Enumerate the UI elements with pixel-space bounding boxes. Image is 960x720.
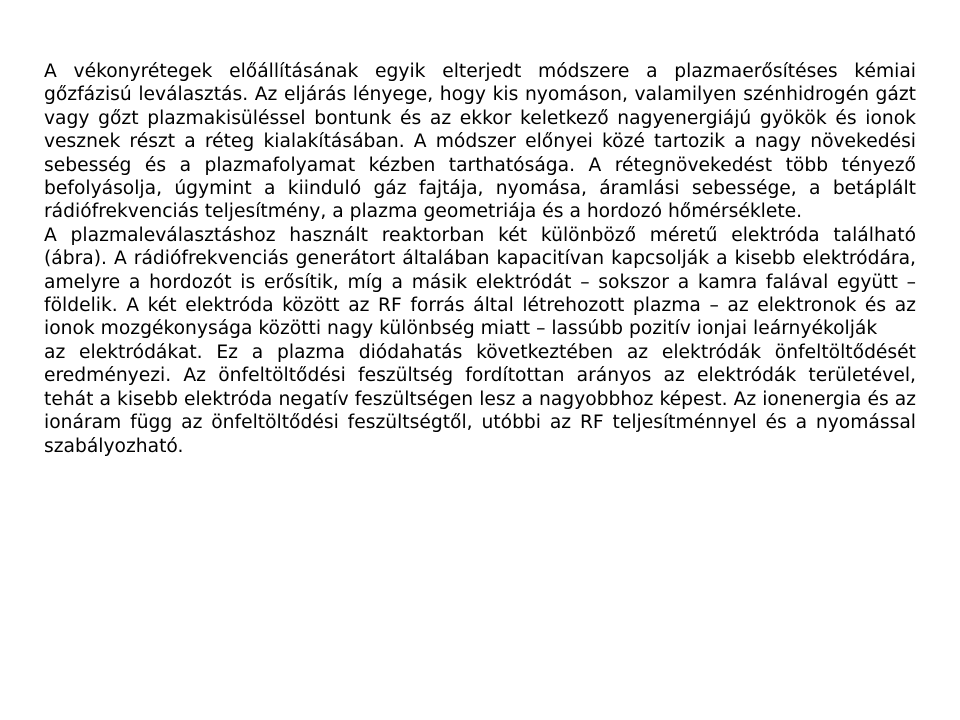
paragraph-reactor: A plazmaleválasztáshoz használt reaktorban két különböző méretű elektróda található (ábra). A rádiófrekvenciás generátort általában kapacitívan kapcsolják a kisebb elektródára, amelyre a hordozót is erősítik, míg a másik elektródát – sokszor a kamra falával együtt – földelik. A két elektróda között az RF forrás által létrehozott plazma – az elektronok és az ionok mozgékonysága közötti nagy különbség miatt – lassúbb pozitív ionjai leárnyékolják <box>44 224 916 340</box>
paragraph-self-bias: az elektródákat. Ez a plazma diódahatás következtében az elektródák önfeltöltődését eredményezi. Az önfeltöltődési feszültség fordítottan arányos az elektródák területével, tehát a kisebb elektróda negatív feszültségen lesz a nagyobbhoz képest. Az ionenergia és az ionáram függ az önfeltöltődési feszültségtől, utóbbi az RF teljesítménnyel és a nyomással szabályozható. <box>44 341 916 457</box>
paragraph-intro: A vékonyrétegek előállításának egyik elterjedt módszere a plazmaerősítéses kémiai gőzfázisú leválasztás. Az eljárás lényege, hogy kis nyomáson, valamilyen szénhidrogén gázt vagy gőzt plazmakisüléssel bontunk és az ekkor keletkező nagyenergiájú gyökök és ionok vesznek részt a réteg kialakításában. A módszer előnyei közé tartozik a nagy növekedési sebesség és a plazmafolyamat kézben tarthatósága. A rétegnövekedést több tényező befolyásolja, úgymint a kiinduló gáz fajtája, nyomása, áramlási sebessége, a betáplált rádiófrekvenciás teljesítmény, a plazma geometriája és a hordozó hőmérséklete. <box>44 61 916 223</box>
body-text <box>44 60 916 458</box>
